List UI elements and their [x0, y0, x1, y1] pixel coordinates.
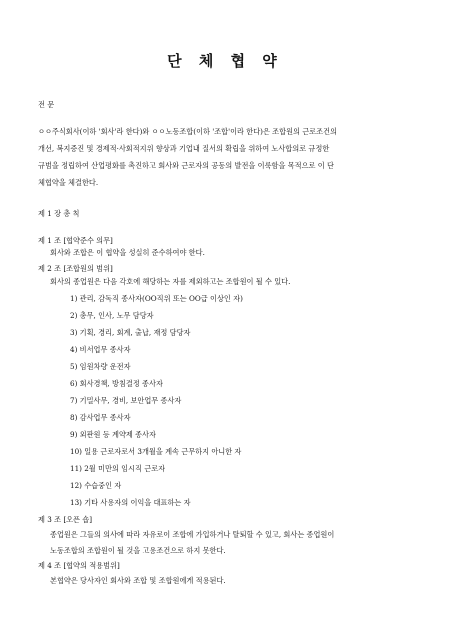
list-item: 5) 임원차량 운전자	[70, 362, 131, 371]
list-item: 12) 수습중인 자	[70, 481, 122, 490]
list-item: 3) 기획, 경리, 회계, 출납, 재정 담당자	[70, 328, 191, 337]
preamble-line: 개선, 복지증진 및 경제적·사회적지위 향상과 기업내 질서의 확립을 위하여 노사합의로 규정한	[38, 144, 330, 153]
article-3-line: 종업원은 그들의 의사에 따라 자유로이 조합에 가입하거나 탈퇴할 수 있고, 회사는 종업원이	[50, 530, 335, 539]
list-item: 4) 비서업무 종사자	[70, 345, 131, 354]
article-1-heading: 제 1 조 [협약준수 의무]	[38, 236, 113, 245]
article-3-heading: 제 3 조 [오픈 숍]	[38, 515, 93, 524]
list-item: 2) 총무, 인사, 노무 담당자	[70, 311, 154, 320]
preamble-heading: 전 문	[38, 100, 55, 109]
preamble-line: ㅇㅇ주식회사(이하 '회사'라 한다)와 ㅇㅇ노동조합(이하 '조합'이라 한다)은 조합원의 근로조건의	[38, 127, 337, 136]
list-item: 6) 회사경책, 방침결정 종사자	[70, 379, 163, 388]
article-3-line: 노동조합의 조합원이 될 것을 고용조건으로 하지 못한다.	[50, 546, 226, 555]
article-4-heading: 제 4 조 [협약의 적용범위]	[38, 561, 120, 570]
preamble-paragraph	[38, 123, 418, 191]
article-2-heading: 제 2 조 [조합원의 범위]	[38, 264, 113, 273]
list-item: 11) 2월 미만의 임시직 근로자	[70, 464, 166, 473]
list-item: 7) 기밀사무, 경비, 보안업무 종사자	[70, 396, 182, 405]
list-item: 10) 일용 근로자로서 3개월을 계속 근무하지 아니한 자	[70, 447, 242, 456]
list-item: 13) 기타 사용자의 이익을 대표하는 자	[70, 498, 191, 507]
chapter-heading: 제 1 장 총 칙	[38, 209, 80, 218]
preamble-line: 규범을 정립하여 산업평화를 촉진하고 회사와 근로자의 공동의 발전을 이룩함을 목적으로 이 단	[38, 161, 334, 170]
list-item: 8) 감사업무 종사자	[70, 413, 131, 422]
article-1-text: 회사와 조합은 이 협약을 성실히 준수하여야 한다.	[50, 248, 205, 257]
article-4-text: 본협약은 당사자인 회사와 조합 및 조합원에게 적용된다.	[50, 576, 226, 585]
preamble-line: 체협약을 체결한다.	[38, 178, 99, 187]
list-item: 9) 외판원 등 계약제 종사자	[70, 430, 156, 439]
list-item: 1) 관리, 감독직 종사자(OO직위 또는 OO급 이상인 자)	[70, 294, 243, 303]
document-title: 단 체 협 약	[167, 52, 283, 70]
article-2-intro: 회사의 종업원은 다음 각호에 해당하는 자를 제외하고는 조합원이 될 수 있다.	[50, 277, 291, 286]
